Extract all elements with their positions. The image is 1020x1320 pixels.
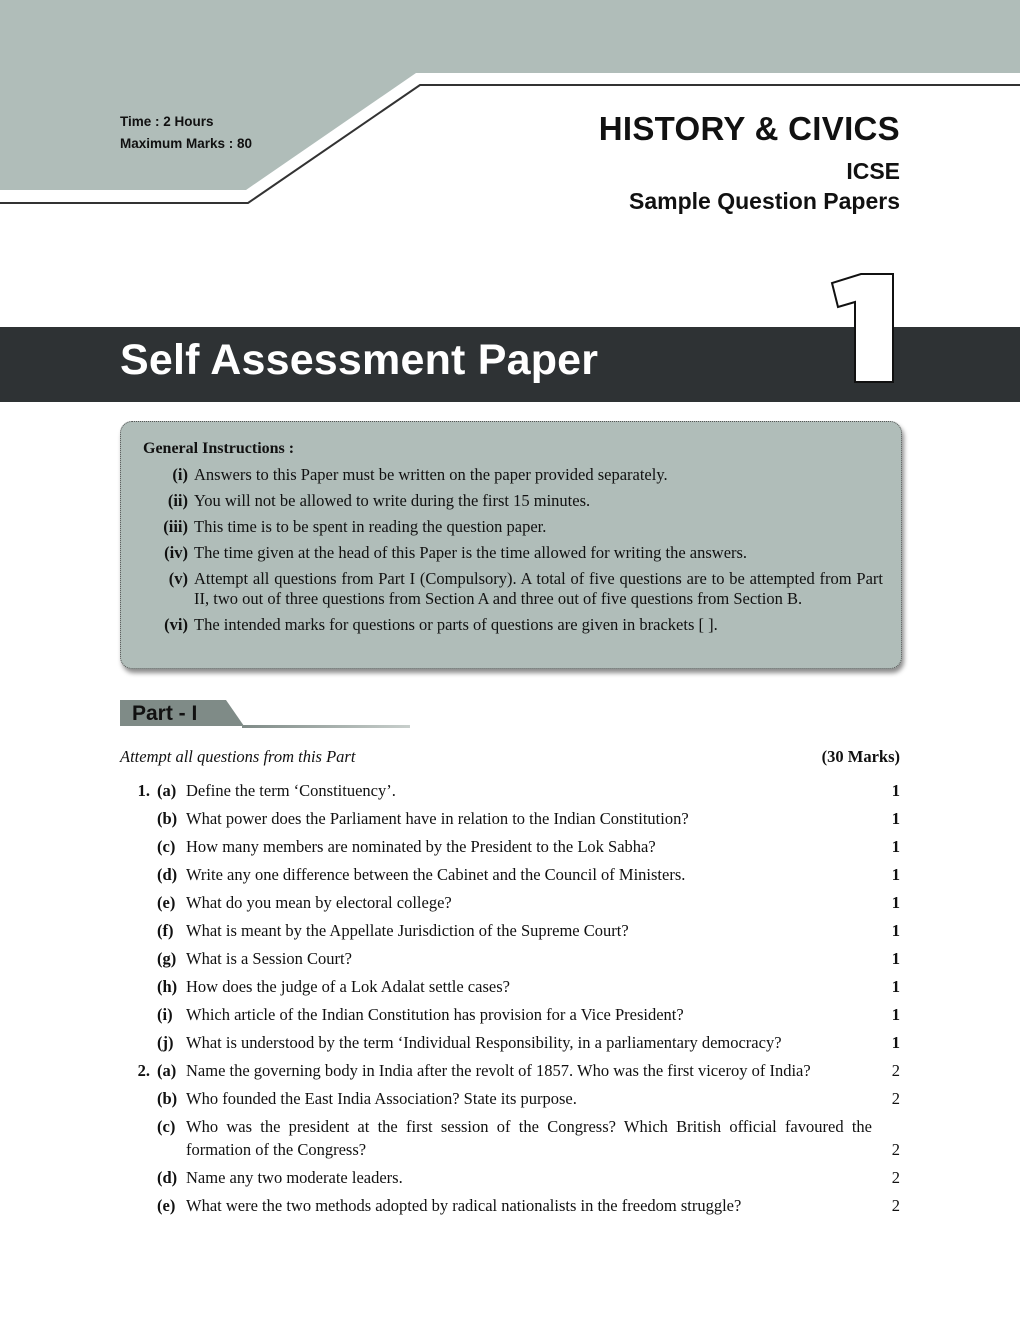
- marks: 1: [891, 1005, 900, 1024]
- part-label: Part - I: [132, 702, 198, 725]
- marks: 1: [891, 809, 900, 828]
- paper-title: Self Assessment Paper: [120, 336, 599, 384]
- marks: 1: [891, 977, 900, 996]
- max-marks-label: Maximum Marks : 80: [120, 136, 253, 151]
- question-row: 2. (a) Name the governing body in India after the revolt of 1857. Who was the first viceroy of India? 2: [137, 1061, 900, 1080]
- subject-title: HISTORY & CIVICS: [598, 110, 900, 147]
- question-row: (j) What is understood by the term ‘Individual Responsibility, in a parliamentary democracy? 1: [157, 1033, 900, 1052]
- instruction-item: (iv) The time given at the head of this Paper is the time allowed for writing the answers.: [164, 543, 748, 562]
- questions-list: [120, 779, 900, 1222]
- marks: 2: [891, 1140, 900, 1159]
- question-row: (d) Name any two moderate leaders. 2: [157, 1168, 900, 1187]
- instructions-list: [143, 465, 883, 641]
- marks: 1: [891, 1033, 900, 1052]
- question-row: (b) Who founded the East India Association? State its purpose. 2: [157, 1089, 900, 1108]
- instructions-heading: General Instructions :: [143, 440, 295, 457]
- title-block: [599, 108, 900, 216]
- part-total-marks: (30 Marks): [821, 747, 900, 766]
- question-row: (c) Who was the president at the first session of the Congress? Which British official favoured the formation of the Congress? 2: [157, 1117, 900, 1159]
- marks: 1: [891, 865, 900, 884]
- marks: 2: [891, 1089, 900, 1108]
- question-row: (g) What is a Session Court? 1: [157, 949, 900, 968]
- question-row: 1. (a) Define the term ‘Constituency’. 1: [137, 781, 900, 800]
- general-instructions-box: [120, 421, 902, 669]
- exam-meta: [120, 111, 252, 155]
- question-row: (b) What power does the Parliament have in relation to the Indian Constitution? 1: [157, 809, 900, 828]
- question-row: (d) Write any one difference between the Cabinet and the Council of Ministers. 1: [157, 865, 900, 884]
- question-row: (c) How many members are nominated by the President to the Lok Sabha? 1: [157, 837, 900, 856]
- instruction-item: (iii) This time is to be spent in reading the question paper.: [163, 517, 547, 536]
- marks: 2: [891, 1168, 900, 1187]
- instruction-item: (ii) You will not be allowed to write during the first 15 minutes.: [167, 491, 591, 510]
- instruction-item: (i) Answers to this Paper must be written on the paper provided separately.: [172, 465, 668, 484]
- marks: 1: [891, 921, 900, 940]
- series-label: Sample Question Papers: [629, 188, 900, 214]
- part-instruction-row: [120, 747, 900, 767]
- question-row: (e) What do you mean by electoral college? 1: [157, 893, 900, 912]
- instruction-item: (vi) The intended marks for questions or parts of questions are given in brackets [ ].: [164, 615, 718, 634]
- question-row: (f) What is meant by the Appellate Jurisdiction of the Supreme Court? 1: [157, 921, 900, 940]
- marks: 2: [891, 1061, 900, 1080]
- marks: 1: [891, 949, 900, 968]
- part-instruction: Attempt all questions from this Part: [120, 747, 356, 766]
- marks: 1: [891, 837, 900, 856]
- marks: 2: [891, 1196, 900, 1215]
- marks: 1: [891, 781, 900, 800]
- paper-number-one: [828, 272, 898, 386]
- question-row: (e) What were the two methods adopted by radical nationalists in the freedom struggle? 2: [157, 1196, 900, 1215]
- question-row: (i) Which article of the Indian Constitution has provision for a Vice President? 1: [157, 1005, 900, 1024]
- board-label: ICSE: [846, 158, 900, 184]
- marks: 1: [891, 893, 900, 912]
- question-row: (h) How does the judge of a Lok Adalat settle cases? 1: [157, 977, 900, 996]
- instruction-item: (v) Attempt all questions from Part I (Compulsory). A total of five questions are to be attempted from Part II, two out of three questions from Section A and three out of five questions from Section B.: [168, 569, 883, 608]
- time-label: Time : 2 Hours: [120, 114, 214, 129]
